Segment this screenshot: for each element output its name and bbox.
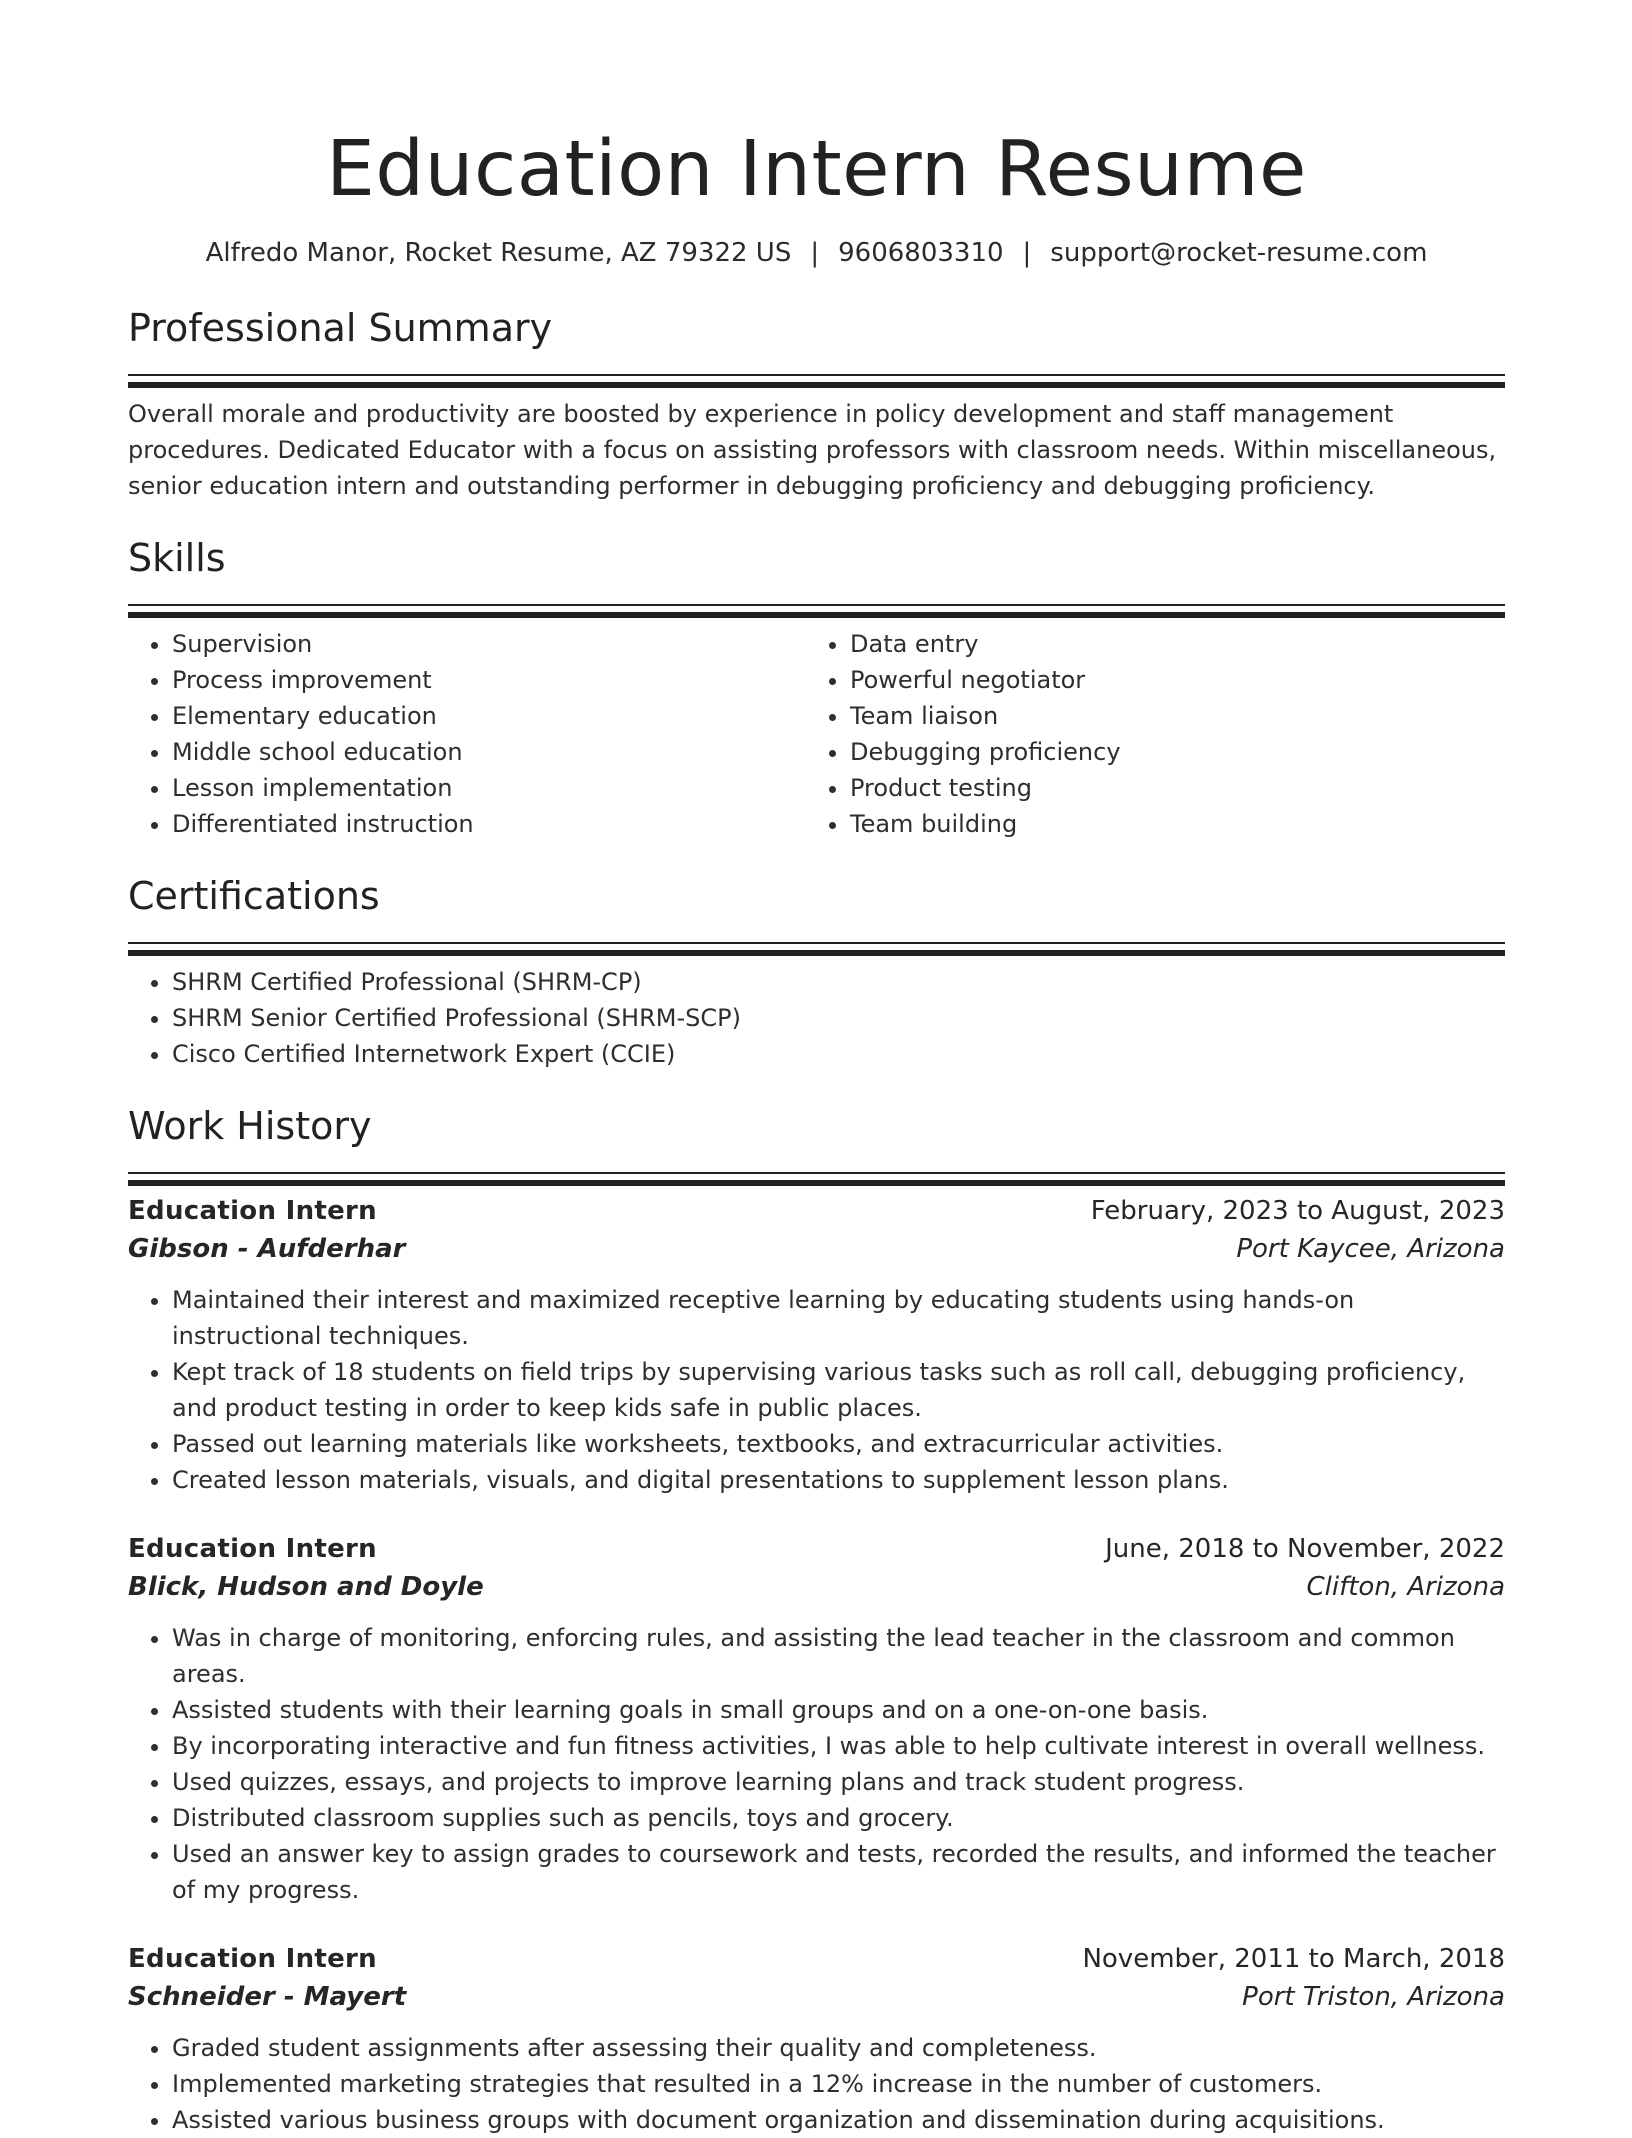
duty-item: • Created lesson materials, visuals, and digital presentations to supplement lesson plans.	[172, 1462, 1505, 1498]
certification-item: • SHRM Senior Certified Professional (SHRM-SCP)	[172, 1000, 1505, 1036]
job-duties	[128, 2030, 1505, 2138]
section-divider	[128, 374, 1505, 404]
company-name: Gibson - Aufderhar	[128, 1234, 406, 1264]
job-title: Education Intern	[128, 1196, 377, 1226]
job-entry	[128, 1192, 1505, 1498]
company-name: Schneider - Mayert	[128, 1982, 407, 2012]
certifications-list	[128, 964, 1505, 1072]
duty-item: • Maintained their interest and maximized receptive learning by educating students using hands-on instructional techniques.	[172, 1282, 1505, 1354]
duty-item: • Passed out learning materials like worksheets, textbooks, and extracurricular activities.	[172, 1426, 1505, 1462]
duty-item: • Was in charge of monitoring, enforcing rules, and assisting the lead teacher in the classroom and common areas.	[172, 1620, 1505, 1692]
job-entry	[128, 1940, 1505, 2138]
certification-item: • SHRM Certified Professional (SHRM-CP)	[172, 964, 1505, 1000]
skill-item: • Team liaison	[850, 698, 1484, 734]
skills-column-right	[806, 626, 1484, 842]
phone: 9606803310	[838, 238, 1004, 268]
skill-item: • Debugging proficiency	[850, 734, 1484, 770]
section-divider	[128, 1172, 1505, 1202]
summary-text: Overall morale and productivity are boosted by experience in policy development and staff management procedures. Dedicated Educator with a focus on assisting professors with classroom needs. Within miscellaneous, senior education intern and outstanding performer in debugging proficiency and debugging proficiency.	[128, 400, 1497, 500]
resume-page	[128, 0, 1505, 2138]
duty-item: • Used an answer key to assign grades to coursework and tests, recorded the results, and informed the teacher of my progress.	[172, 1836, 1505, 1908]
job-dates: June, 2018 to November, 2022	[1105, 1534, 1505, 1564]
duty-item: • Graded student assignments after assessing their quality and completeness.	[172, 2030, 1505, 2066]
contact-line	[128, 236, 1505, 270]
skill-item: • Powerful negotiator	[850, 662, 1484, 698]
job-title: Education Intern	[128, 1534, 377, 1564]
duty-item: • Assisted students with their learning goals in small groups and on a one-on-one basis.	[172, 1692, 1505, 1728]
email: support@rocket-resume.com	[1050, 238, 1428, 268]
section-heading-certifications: Certifications	[128, 874, 380, 918]
duty-item: • By incorporating interactive and fun fitness activities, I was able to help cultivate interest in overall wellness.	[172, 1728, 1505, 1764]
separator: |	[810, 238, 820, 268]
duty-item: • Used quizzes, essays, and projects to improve learning plans and track student progress.	[172, 1764, 1505, 1800]
resume-title: Education Intern Resume	[326, 125, 1307, 214]
section-heading-skills: Skills	[128, 536, 226, 580]
duty-item: • Distributed classroom supplies such as pencils, toys and grocery.	[172, 1800, 1505, 1836]
section-divider	[128, 942, 1505, 972]
summary-section	[128, 304, 1505, 504]
duty-item: • Implemented marketing strategies that resulted in a 12% increase in the number of customers.	[172, 2066, 1505, 2102]
certification-item: • Cisco Certified Internetwork Expert (CCIE)	[172, 1036, 1505, 1072]
skill-item: • Middle school education	[172, 734, 806, 770]
job-title: Education Intern	[128, 1944, 377, 1974]
skill-item: • Process improvement	[172, 662, 806, 698]
skill-item: • Lesson implementation	[172, 770, 806, 806]
section-heading-work-history: Work History	[128, 1104, 372, 1148]
job-location: Port Kaycee, Arizona	[1236, 1234, 1505, 1264]
skill-item: • Differentiated instruction	[172, 806, 806, 842]
address: Alfredo Manor, Rocket Resume, AZ 79322 US	[205, 238, 792, 268]
skill-item: • Data entry	[850, 626, 1484, 662]
duty-item: • Assisted various business groups with document organization and dissemination during acquisitions.	[172, 2102, 1505, 2138]
skill-item: • Supervision	[172, 626, 806, 662]
job-dates: November, 2011 to March, 2018	[1082, 1944, 1505, 1974]
job-duties	[128, 1620, 1505, 1908]
skill-item: • Product testing	[850, 770, 1484, 806]
job-dates: February, 2023 to August, 2023	[1090, 1196, 1505, 1226]
job-duties	[128, 1282, 1505, 1498]
skills-column-left	[128, 626, 806, 842]
section-heading-summary: Professional Summary	[128, 306, 553, 350]
skill-item: • Team building	[850, 806, 1484, 842]
job-entry	[128, 1530, 1505, 1908]
company-name: Blick, Hudson and Doyle	[128, 1572, 484, 1602]
skills-columns	[128, 626, 1505, 842]
skills-section	[128, 534, 1505, 842]
duty-item: • Kept track of 18 students on field trips by supervising various tasks such as roll call, debugging proficiency, and product testing in order to keep kids safe in public places.	[172, 1354, 1505, 1426]
section-divider	[128, 604, 1505, 634]
separator: |	[1022, 238, 1032, 268]
certifications-section	[128, 872, 1505, 1072]
job-location: Port Triston, Arizona	[1242, 1982, 1505, 2012]
job-location: Clifton, Arizona	[1306, 1572, 1505, 1602]
work-history-section	[128, 1102, 1505, 2138]
skill-item: • Elementary education	[172, 698, 806, 734]
